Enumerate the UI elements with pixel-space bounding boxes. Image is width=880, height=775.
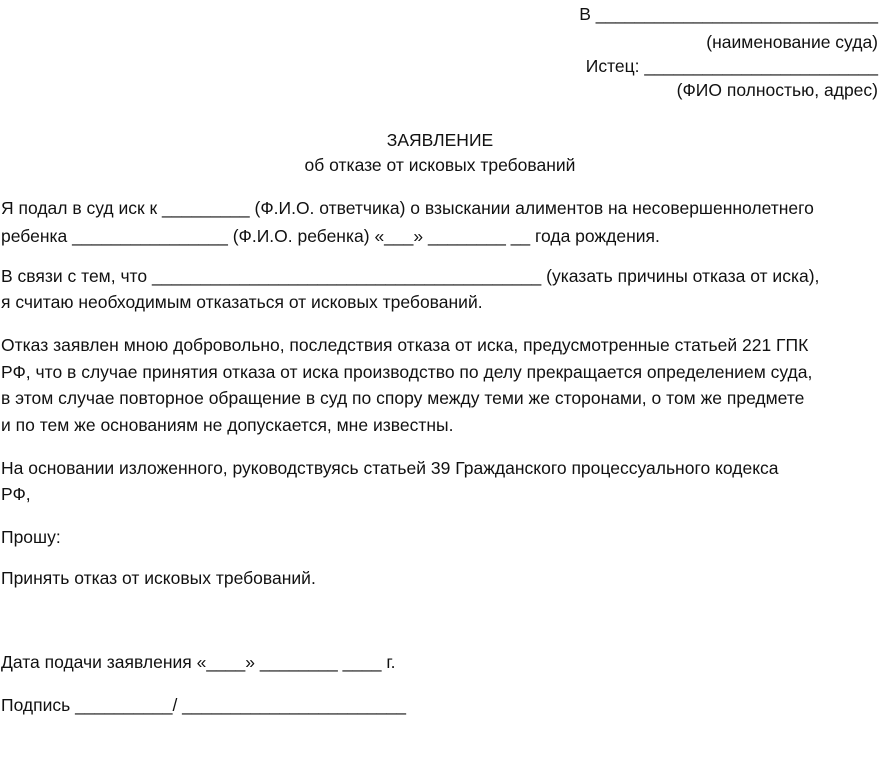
request-label: Прошу: bbox=[1, 527, 61, 547]
request-text: Принять отказ от исковых требований. bbox=[1, 568, 316, 588]
paragraph-4-line-1: На основании изложенного, руководствуясь статьей 39 Гражданского процессуального кодекса bbox=[1, 458, 779, 478]
paragraph-2-line-2: я считаю необходимым отказаться от исковых требований. bbox=[1, 292, 483, 312]
paragraph-3-line-4: и по тем же основаниям не допускается, мне известны. bbox=[1, 415, 454, 435]
paragraph-3-line-2: РФ, что в случае принятия отказа от иска производство по делу прекращается определением суда, bbox=[1, 362, 813, 382]
court-hint: (наименование суда) bbox=[706, 32, 878, 52]
paragraph-2-line-1: В связи с тем, что ________________________________________ (указать причины отказа от иска), bbox=[1, 266, 820, 286]
court-line: В _____________________________ bbox=[579, 4, 878, 24]
submission-date-line: Дата подачи заявления «____» ________ ____ г. bbox=[1, 652, 396, 672]
plaintiff-hint: (ФИО полностью, адрес) bbox=[676, 80, 878, 100]
plaintiff-line: Истец: ________________________ bbox=[585, 56, 878, 76]
signature-line: Подпись __________/ _______________________ bbox=[1, 695, 407, 715]
paragraph-3-line-3: в этом случае повторное обращение в суд по спору между теми же сторонами, о том же предмете bbox=[1, 388, 805, 408]
paragraph-3-line-1: Отказ заявлен мною добровольно, последствия отказа от иска, предусмотренные статьей 221 ГПК bbox=[1, 335, 809, 355]
document-subtitle: об отказе от исковых требований bbox=[304, 155, 576, 175]
paragraph-1-line-2: ребенка ________________ (Ф.И.О. ребенка) «___» ________ __ года рождения. bbox=[1, 226, 660, 246]
document-title: ЗАЯВЛЕНИЕ bbox=[386, 130, 494, 150]
paragraph-1-line-1: Я подал в суд иск к _________ (Ф.И.О. ответчика) о взыскании алиментов на несовершеннолетнего bbox=[1, 198, 814, 218]
paragraph-4-line-2: РФ, bbox=[1, 484, 31, 504]
